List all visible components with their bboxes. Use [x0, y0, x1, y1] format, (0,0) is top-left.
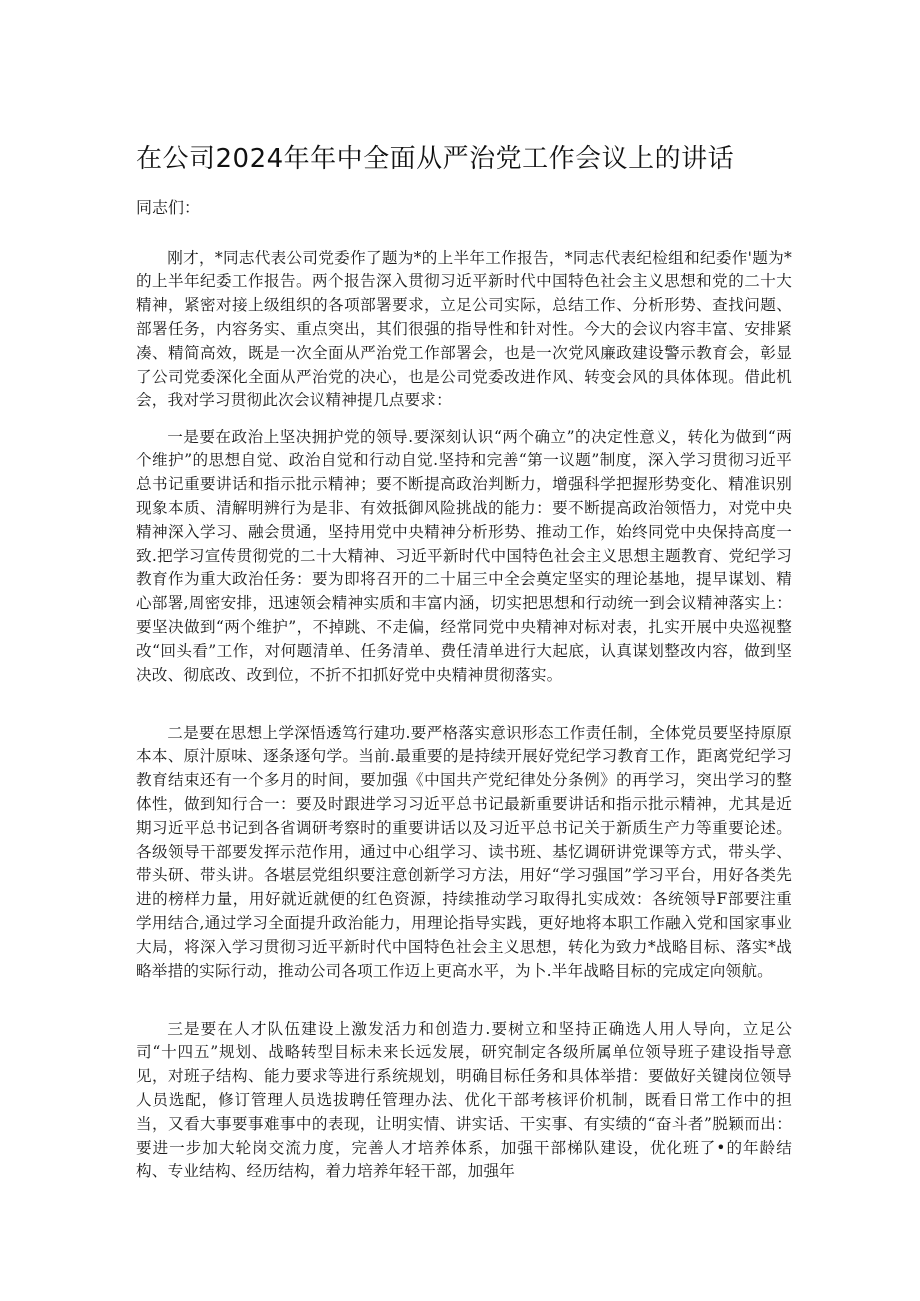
paragraph-opening: 刚才，*同志代表公司党委作了题为*的上半年工作报告，*同志代表纪检组和纪委作'题为*的上半年纪委工作报告。两个报告深入贯彻习近平新时代中国特色社会主义思想和党的二十大精神，紧密对接上级组织的各项部署要求，立足公司实际，总结工作、分析形势、查找问题、部署任务，内容务实、重点突出，其们很强的指导性和针对性。今大的会议内容丰富、安排紧凑、精简高效，既是一次全面从严治党工作部署会，也是一次党风廉政建设警示教育会，彰显了公司党委深化全面从严治党的决心，也是公司党委改进作风、转变会风的具体体现。借此机会，我对学习贯彻此次会议精神提几点要求： — [136, 248, 792, 410]
paragraph-point-two: 二是要在思想上学深悟透笃行建功.要严格落实意识形态工作责任制，全体党员要坚持原原本本、原汁原味、逐条逐句学。当前.最重要的是持续开展好党纪学习教育工作，距离党纪学习教育结束还有一个多月的时间，要加强《中国共产党纪律处分条例》的再学习，突出学习的整体性，做到知行合一：要及时跟进学习习近平总书记最新重要讲话和指示批示精神，尤其是近期习近平总书记到各省调研考察时的重要讲话以及习近平总书记关于新质生产力等重要论述。各级领导干部要发挥示范作用，通过中心组学习、读书班、基忆调研讲党课等方式，带头学、带头研、带头讲。各堪层党组织要注意创新学习方法，用好“学习强国”学习平台，用好各类先进的榜样力量，用好就近就便的红色资源，持续推动学习取得扎实成效：各统领导F部要注重学用结合,通过学习全面提升政治能力，用理论指导实践，更好地将本职工作融入党和国家事业大局，将深入学习贯彻习近平新时代中国特色社会主义思想，转化为致力*战略目标、落实*战略举措的实际行动，推动公司各项工作迈上更高水平，为卜.半年战略目标的完成定向领航。 — [136, 723, 792, 980]
paragraph-point-three: 三是要在人才队伍建设上激发活力和创造力.要树立和坚持正确选人用人导向，立足公司“十四五”规划、战略转型目标未来长远发展，研究制定各级所属单位领导班子建设指导意见，对班子结构、能力要求等进行系统规划，明确目标任务和具体举措：要做好关键岗位领导人员选配，修订管理人员选拔聘任管理办法、优化干部考核评价机制，既看日常工作中的担当，又看大事要事难事中的表现，让明实情、讲实话、干实事、有实绩的“奋斗者”脱颖而出：要进一步加大轮岗交流力度，完善人才培养体系，加强干部梯队建设，优化班了•的年龄结构、专业结构、经历结构，着力培养年轻干部，加强年 — [136, 1019, 792, 1181]
paragraph-point-one: 一是要在政治上坚决拥护党的领导.要深刻认识“两个确立”的决定性意义，转化为做到“两个维护”的思想自觉、政治自觉和行动自觉.坚持和完善“第一议题”制度，深入学习贯彻习近平总书记重要讲话和指示批示精神；要不断提高政治判断力，增强科学把握形势变化、精准识别现象本质、清解明辨行为是非、有效抵御风险挑战的能力：要不断提高政治领悟力，对党中央精神深入学习、融会贯通，坚持用党中央精神分析形势、推动工作，始终同党中央保持高度一致.把学习宣传贯彻党的二十大精神、习近平新时代中国特色社会主义思想主题教育、党纪学习教育作为重大政治任务：要为即将召开的二十届三中全会奠定坚实的理论基地，提早谋划、精心部署,周密安排，迅速领会精神实质和丰富内涵，切实把思想和行动统一到会议精神落实上：要坚决做到“两个维护”，不掉跳、不走偏，经常同党中央精神对标对表，扎实开展中央巡视整改“回头看”工作，对何题清单、任务清单、费任清单进行大起底，认真谋划整改内容，做到坚决改、彻底改、改到位，不折不扣抓好党中央精神贯彻落实。 — [136, 427, 792, 684]
document-title: 在公司2024年年中全面从严治党工作会议上的讲话 — [136, 144, 735, 174]
salutation: 同志们： — [136, 198, 201, 217]
